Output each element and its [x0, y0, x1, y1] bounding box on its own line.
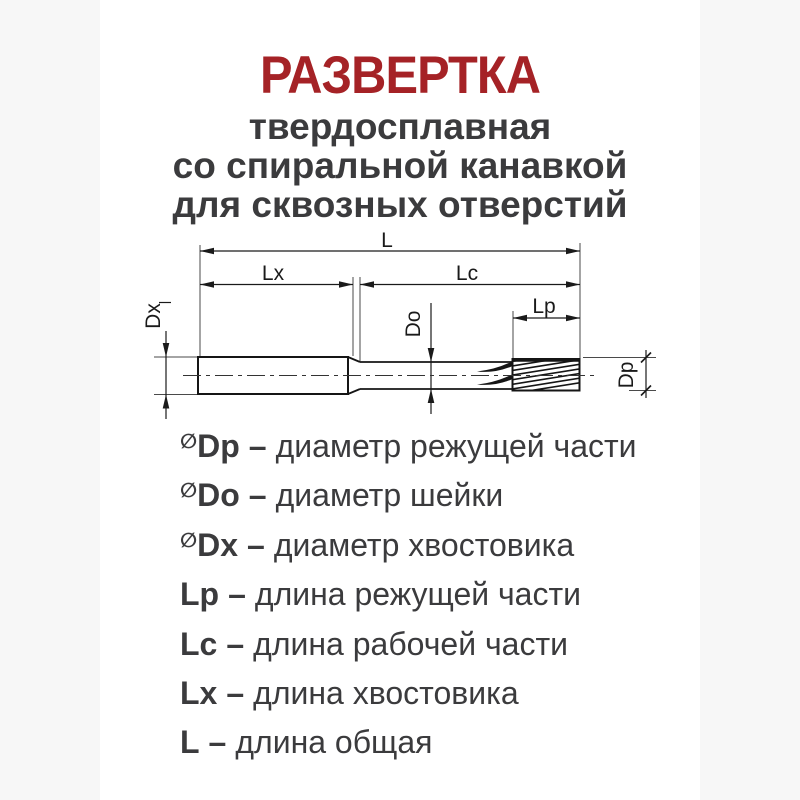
legend-description: диаметр хвостовика: [273, 526, 575, 563]
legend-row-lc: [180, 616, 700, 665]
legend-dash: –: [247, 526, 265, 563]
legend-row-do: [180, 467, 700, 516]
legend-dash: –: [248, 428, 267, 464]
spiral-flutes: [508, 350, 583, 394]
legend-description: диаметр шейки: [275, 477, 504, 514]
legend-description: длина рабочей части: [253, 625, 568, 662]
legend-description: диаметр режущей части: [275, 428, 637, 464]
legend-symbol: Dp: [197, 428, 240, 464]
legend-symbol: Lp: [180, 576, 220, 613]
reamer-technical-drawing: [100, 230, 700, 425]
legend-dash: –: [226, 625, 245, 662]
page-title: РАЗВЕРТКА: [259, 46, 541, 105]
legend-dash: –: [228, 576, 246, 613]
legend-symbol: L: [180, 724, 200, 761]
diameter-sign: ∅: [180, 480, 198, 503]
legend-dash: –: [226, 674, 245, 711]
legend-row-lx: [180, 665, 700, 714]
legend-description: длина хвостовика: [253, 674, 519, 711]
legend-row-dx: [180, 517, 700, 566]
reamer-body: [183, 350, 598, 394]
subtitle: [100, 107, 700, 224]
dim-label-Lp: Lp: [532, 295, 556, 318]
legend-description: длина режущей части: [254, 576, 581, 613]
legend-symbol: Do: [197, 477, 240, 514]
dim-label-Do: Do: [402, 310, 425, 338]
left-margin-band: [0, 0, 100, 800]
dim-label-Lx: Lx: [261, 262, 285, 285]
legend-dash: –: [208, 724, 227, 761]
subtitle-line-3: для сквозных отверстий: [172, 184, 628, 225]
diameter-sign: ∅: [180, 529, 198, 552]
infographic-canvas: [100, 0, 700, 800]
dimension-arrowheads: [163, 248, 580, 409]
legend-dash: –: [248, 477, 267, 514]
legend-description: длина общая: [235, 724, 433, 761]
dim-label-Dx: Dx: [142, 303, 165, 329]
legend-row-lp: [180, 566, 700, 615]
dim-label-L: L: [381, 230, 393, 252]
legend-symbol: Dx: [197, 526, 239, 563]
right-margin-band: [700, 0, 800, 800]
subtitle-line-1: твердосплавная: [248, 106, 552, 147]
legend-symbol: Lx: [180, 674, 218, 711]
dim-label-Lc: Lc: [455, 262, 479, 285]
diameter-sign: ∅: [180, 431, 198, 453]
dimension-labels: [142, 230, 638, 388]
subtitle-line-2: со спиральной канавкой: [172, 145, 628, 186]
dim-label-Dp: Dp: [615, 361, 638, 389]
legend: [180, 418, 700, 764]
legend-row-l: [180, 714, 700, 763]
flute-lead-ins: [477, 362, 512, 385]
legend-row-dp: [180, 418, 700, 467]
legend-symbol: Lc: [180, 625, 218, 662]
